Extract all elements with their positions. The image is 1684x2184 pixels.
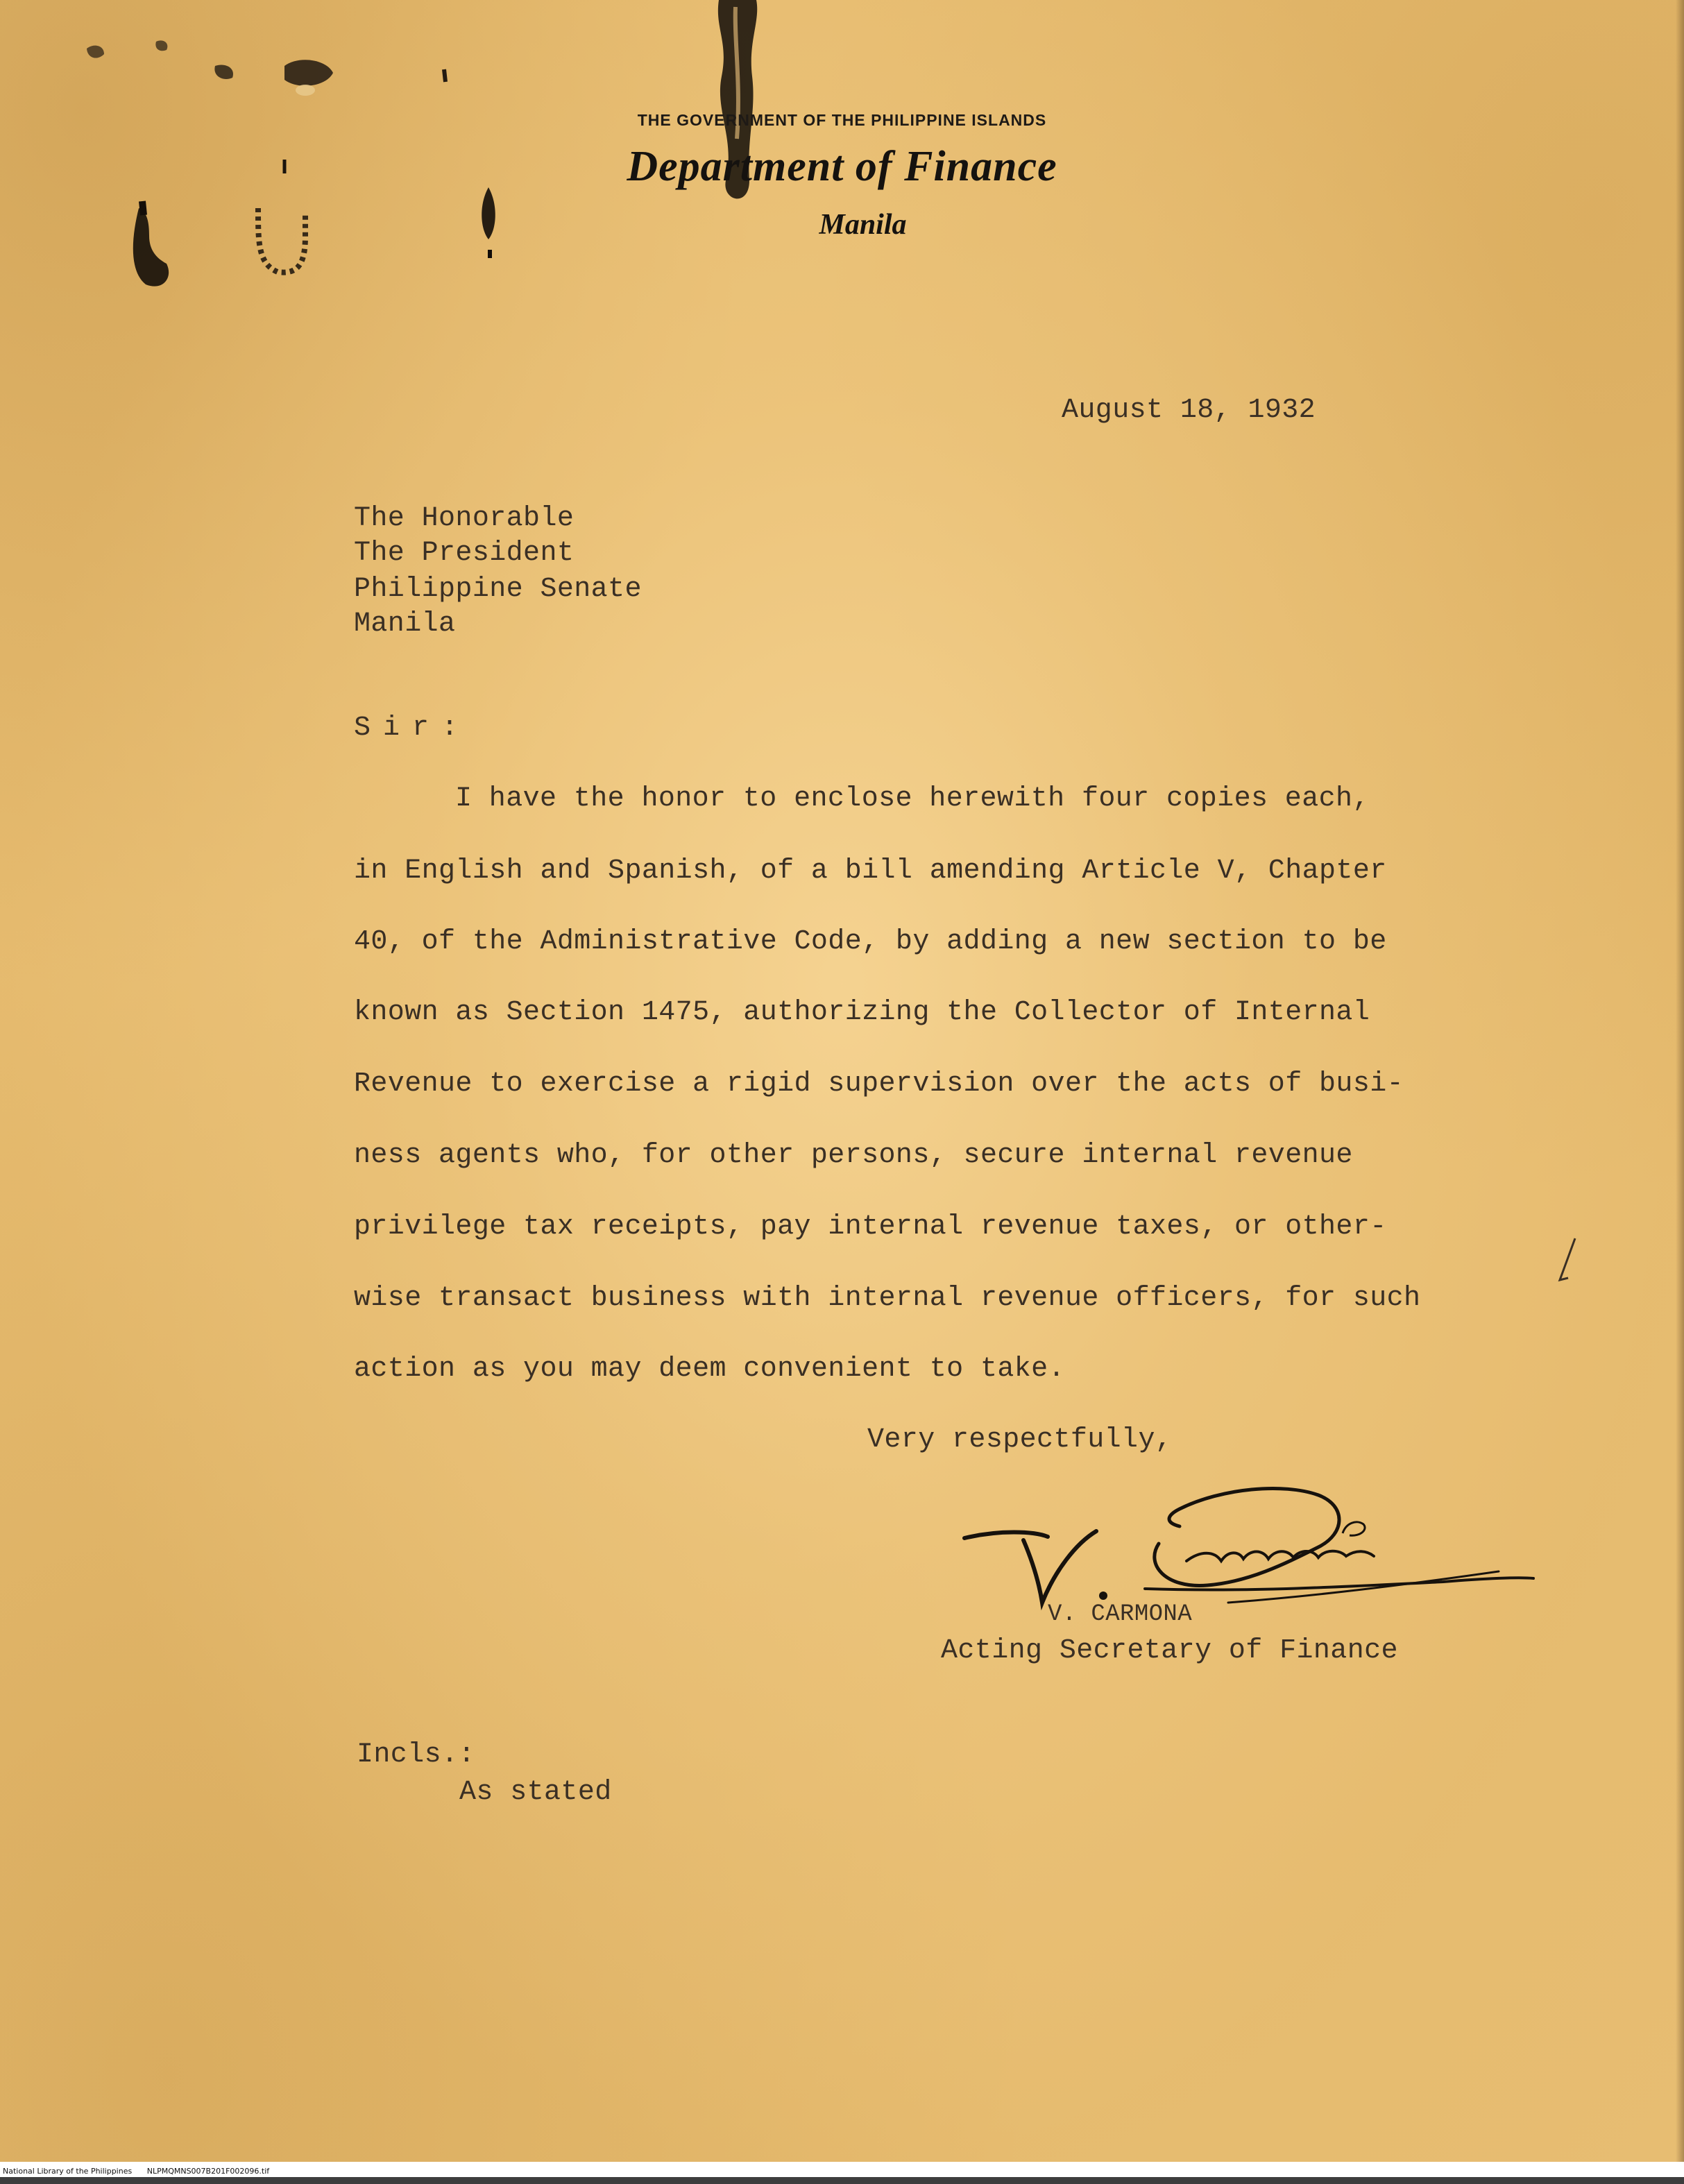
page-edge-shadow [1676,0,1684,2184]
addressee-line: Manila [354,608,456,640]
signatory-title: Acting Secretary of Finance [941,1635,1398,1666]
signatory-name: V. CARMONA [1048,1601,1193,1628]
footer-library: National Library of the Philippines [3,2167,133,2176]
letterhead-government: THE GOVERNMENT OF THE PHILIPPINE ISLANDS [637,111,1047,129]
body-line: 40, of the Administrative Code, by adding a new section to be [354,926,1387,957]
footer-caption [3,2167,282,2176]
letterhead-department: Department of Finance [627,143,1057,190]
enclosures-label: Incls.: [357,1739,475,1771]
body-line: known as Section 1475, authorizing the Collector of Internal [354,997,1370,1028]
handwritten-signature [958,1467,1540,1627]
addressee-line: The President [354,538,575,569]
margin-mark [1554,1235,1582,1290]
closing: Very respectfully, [867,1424,1173,1456]
body-line: in English and Spanish, of a bill amending Article V, Chapter [354,855,1387,887]
letterhead-city: Manila [819,209,907,241]
letter-date: August 18, 1932 [1062,395,1316,426]
enclosures-value: As stated [459,1777,612,1808]
body-line: action as you may deem convenient to take. [354,1354,1065,1385]
addressee-line: Philippine Senate [354,574,642,605]
footer-file-id: NLPMQMNS007B201F002096.tif [146,2167,270,2176]
addressee-line: The Honorable [354,503,575,534]
body-line: privilege tax receipts, pay internal revenue taxes, or other- [354,1211,1387,1243]
body-line: I have the honor to enclose herewith four copies each, [455,783,1370,814]
salutation: Sir: [354,713,471,744]
body-line: Revenue to exercise a rigid supervision over the acts of busi- [354,1068,1404,1100]
body-line: ness agents who, for other persons, secure internal revenue [354,1140,1353,1171]
body-line: wise transact business with internal revenue officers, for such [354,1283,1421,1314]
scan-bottom-border [0,2177,1684,2184]
